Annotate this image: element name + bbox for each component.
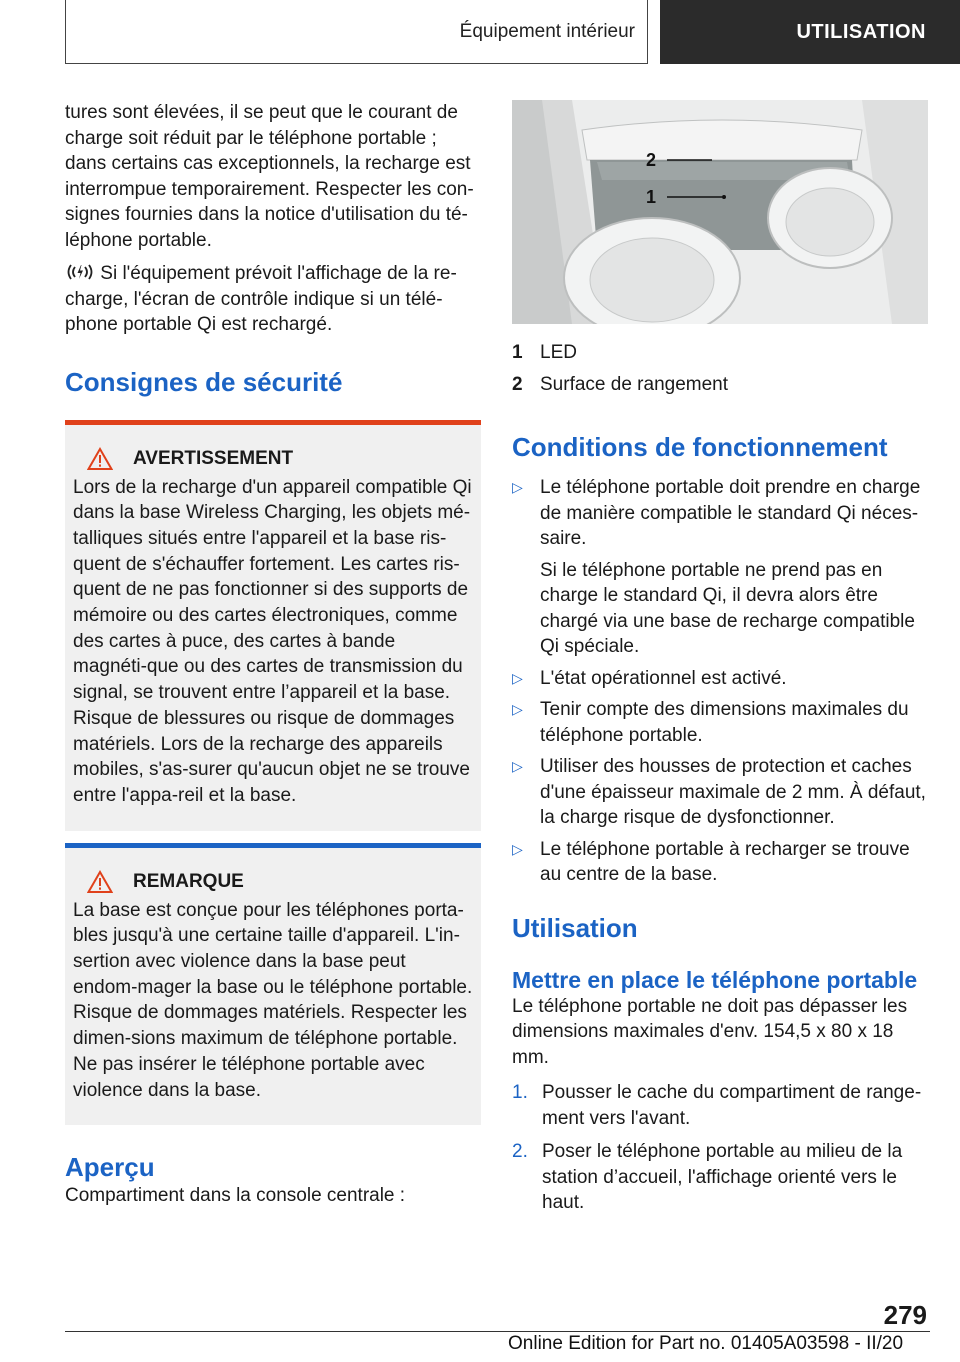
photo-legend — [512, 337, 928, 401]
step-item — [512, 1139, 928, 1216]
legend-item — [512, 337, 928, 369]
legend-label: Surface de rangement — [540, 374, 729, 395]
display-paragraph — [65, 261, 481, 338]
triangle-bullet-icon: ▷ — [512, 669, 523, 686]
step-number: 1. — [512, 1082, 528, 1103]
triangle-bullet-icon: ▷ — [512, 479, 523, 495]
list-item — [512, 754, 928, 831]
list-item-text: Tenir compte des dimensions maximales du téléphone portable. — [540, 699, 909, 746]
legend-label: LED — [540, 342, 577, 363]
list-item — [512, 475, 928, 660]
warning-text: Lors de la recharge d'un appareil compatible Qi dans la base Wireless Charging, les objets mé‐talliques situés entre l'appareil et la base ris‐quent de s'échauffer fortement. Les cartes ris‐quent de ne pas fonctionner si des supports de mémoire ou des cartes électroniques, comme des cartes à puce, des cartes à bande magnéti‐que ou des cartes de transmission du signal, se trouvent entre l’appareil et la base. Risque de blessures ou risque de dommages matériels. Lors de la recharge des appareils mobiles, s'as‐surer qu'aucun objet ne se trouve entre l'appa‐reil et la base. — [73, 476, 472, 806]
page-number: 279 — [883, 1300, 927, 1330]
list-item-text: Le téléphone portable doit prendre en charge de manière compatible le standard Qi néces‐saire. — [540, 477, 921, 549]
notice-box — [65, 843, 481, 1126]
list-item-text: Utiliser des housses de protection et caches d'une épaisseur maximale de 2 mm. À défaut, la charge risque de dysfonctionner. — [540, 756, 926, 828]
notice-text: La base est conçue pour les téléphones porta‐bles jusqu'à une certaine taille d'appareil. L'in‐sertion avec violence dans la base peut endom‐mager la base ou le téléphone portable. Risque de dommages matériels. Respecter les dimen‐sions maximum de téléphone portable. Ne pas insérer le téléphone portable avec violence dans la base. — [73, 899, 473, 1101]
usage-heading: Utilisation — [512, 912, 638, 943]
conditions-heading: Conditions de fonctionnement — [512, 432, 888, 462]
step-text: Pousser le cache du compartiment de range‐ment vers l'avant. — [542, 1082, 922, 1129]
notice-title: REMARQUE — [133, 870, 244, 892]
warning-box — [65, 420, 481, 831]
step-number: 2. — [512, 1141, 528, 1162]
warning-triangle-icon — [87, 447, 113, 471]
notice-triangle-icon — [87, 870, 113, 894]
intro-paragraph: tures sont élevées, il se peut que le courant de charge soit réduit par le téléphone portable ; dans certains cas exceptionnels, la recharge est interrompue temporairement. Respecter les con‐signes fournies dans la notice d'utilisation du té‐léphone portable. — [65, 102, 474, 251]
legend-number: 1 — [512, 342, 523, 363]
edition-text: Online Edition for Part no. 01405A03598 - II/20 — [508, 1333, 904, 1354]
safety-heading: Consignes de sécurité — [65, 366, 343, 397]
list-item — [512, 697, 928, 748]
triangle-bullet-icon: ▷ — [512, 758, 523, 774]
list-item — [512, 666, 928, 692]
steps-list — [512, 1080, 928, 1216]
right-column — [512, 100, 928, 1224]
list-item-text: L'état opérationnel est activé. — [540, 667, 787, 689]
left-column — [65, 100, 481, 1209]
triangle-bullet-icon: ▷ — [512, 840, 523, 857]
display-paragraph-text: Si l'équipement prévoit l'affichage de la re‐charge, l'écran de contrôle indique si un télé‐phone portable Qi est rechargé. — [65, 263, 457, 335]
conditions-list — [512, 475, 928, 888]
overview-heading: Aperçu — [65, 1152, 155, 1183]
list-item-text: Le téléphone portable à recharger se trouve au centre de la base. — [540, 838, 910, 885]
overview-text: Compartiment dans la console centrale : — [65, 1185, 406, 1207]
warning-title: AVERTISSEMENT — [133, 447, 294, 469]
legend-item — [512, 369, 928, 401]
callout-2: 2 — [646, 150, 657, 170]
step-item — [512, 1080, 928, 1131]
place-phone-heading: Mettre en place le téléphone portable — [512, 966, 918, 993]
footer-divider — [65, 1331, 930, 1332]
console-illustration — [512, 100, 928, 324]
place-phone-text: Le téléphone portable ne doit pas dépasser les dimensions maximales d'env. 154,5 x 80 x 18 mm. — [512, 995, 908, 1068]
step-text: Poser le téléphone portable au milieu de la station d’accueil, l'affichage orienté vers le haut. — [542, 1141, 903, 1213]
section-title: Équipement intérieur — [459, 20, 635, 42]
warning-header — [73, 447, 473, 471]
section-tab — [65, 0, 648, 64]
legend-number: 2 — [512, 374, 523, 395]
list-item-subtext: Si le téléphone portable ne prend pas en charge le standard Qi, il devra alors être chargé via une base de recharge compatible Qi spéciale. — [540, 559, 915, 657]
chapter-tab — [660, 0, 960, 64]
list-item — [512, 837, 928, 888]
wireless-charging-icon — [65, 262, 95, 282]
triangle-bullet-icon: ▷ — [512, 701, 523, 717]
callout-1: 1 — [646, 187, 657, 207]
console-compartment-photo — [512, 100, 928, 324]
notice-header — [73, 870, 473, 894]
chapter-title: UTILISATION — [796, 20, 926, 43]
